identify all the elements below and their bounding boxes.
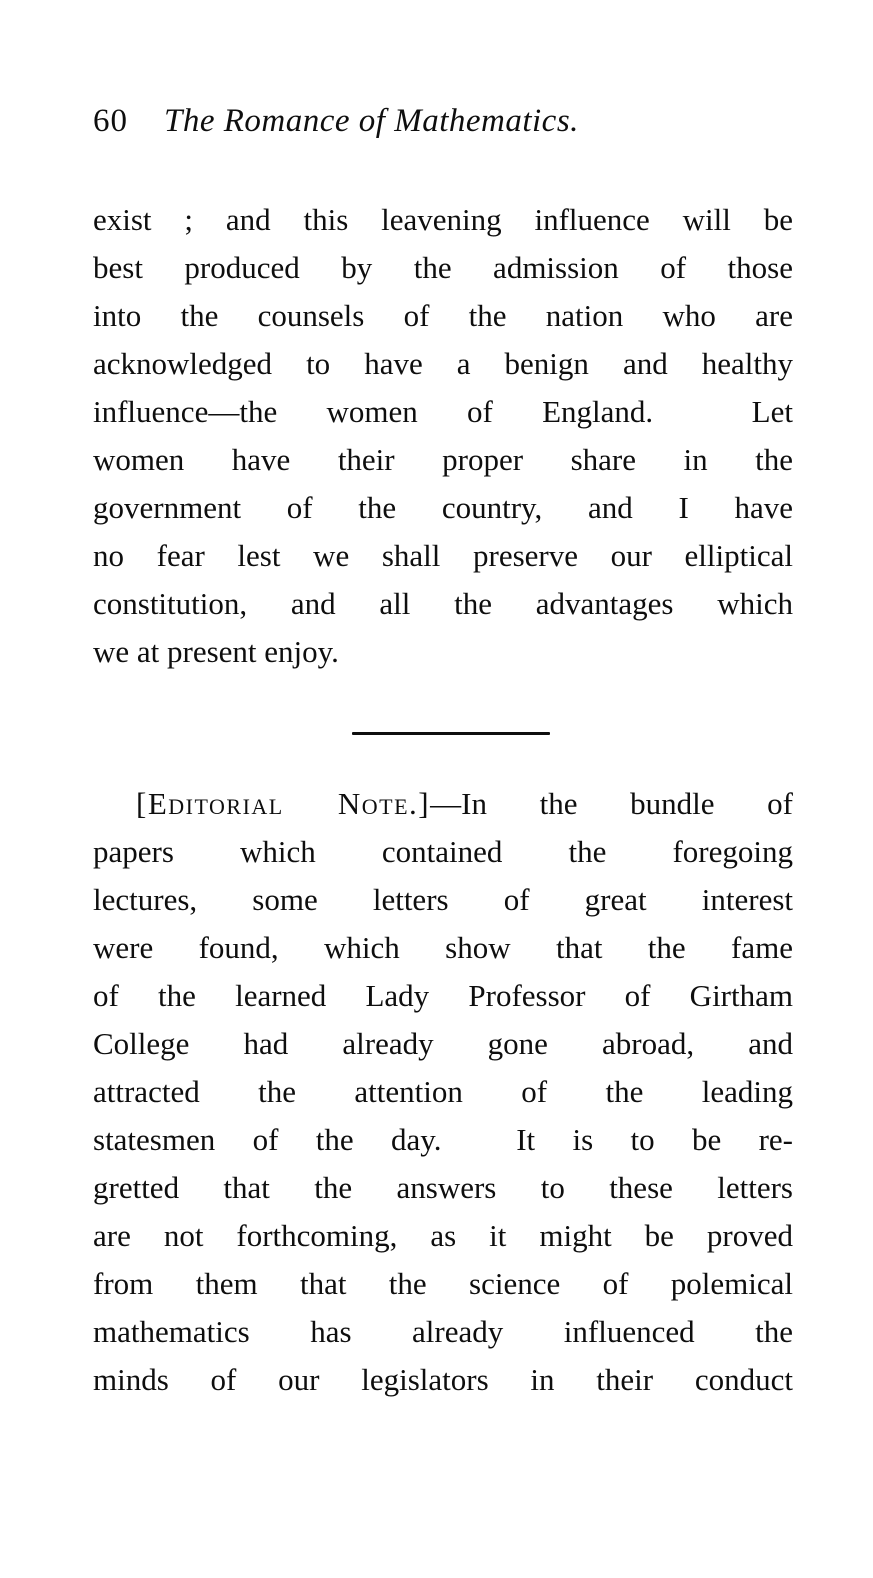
text-line: into the counsels of the nation who are — [93, 298, 793, 333]
paragraph-lecture-conclusion — [93, 196, 793, 676]
text-line: are not forthcoming, as it might be proved — [93, 1218, 793, 1253]
text-line: women have their proper share in the — [93, 442, 793, 477]
paragraph-editorial-note — [93, 780, 793, 1404]
text-line: acknowledged to have a benign and healthy — [93, 346, 793, 381]
text-line: of the learned Lady Professor of Girtham — [93, 978, 793, 1013]
text-line: statesmen of the day. It is to be re- — [93, 1122, 793, 1157]
text-line: exist ; and this leavening influence will be — [93, 202, 793, 237]
text-line: papers which contained the foregoing — [93, 834, 793, 869]
text-line: constitution, and all the advantages which — [93, 586, 793, 621]
text-line: were found, which show that the fame — [93, 930, 793, 965]
text-line: College had already gone abroad, and — [93, 1026, 793, 1061]
text-line: no fear lest we shall preserve our elliptical — [93, 538, 793, 573]
text-line: minds of our legislators in their conduct — [93, 1362, 793, 1397]
running-title: The Romance of Mathematics. — [164, 103, 579, 139]
text-line: influence—the women of England. Let — [93, 394, 793, 429]
editorial-note-intro: —In the bundle of — [430, 786, 794, 821]
text-line — [93, 780, 793, 828]
text-line: best produced by the admission of those — [93, 250, 793, 285]
text-line: government of the country, and I have — [93, 490, 793, 525]
text-line: attracted the attention of the leading — [93, 1074, 793, 1109]
running-header — [93, 97, 793, 145]
text-line: from them that the science of polemical — [93, 1266, 793, 1301]
text-line: gretted that the answers to these letters — [93, 1170, 793, 1205]
text-line: lectures, some letters of great interest — [93, 882, 793, 917]
text-line: we at present enjoy. — [93, 634, 339, 669]
section-divider — [352, 732, 550, 735]
page-number: 60 — [93, 103, 128, 139]
editorial-note-label: [Editorial Note.] — [136, 786, 431, 821]
text-line: mathematics has already influenced the — [93, 1314, 793, 1349]
